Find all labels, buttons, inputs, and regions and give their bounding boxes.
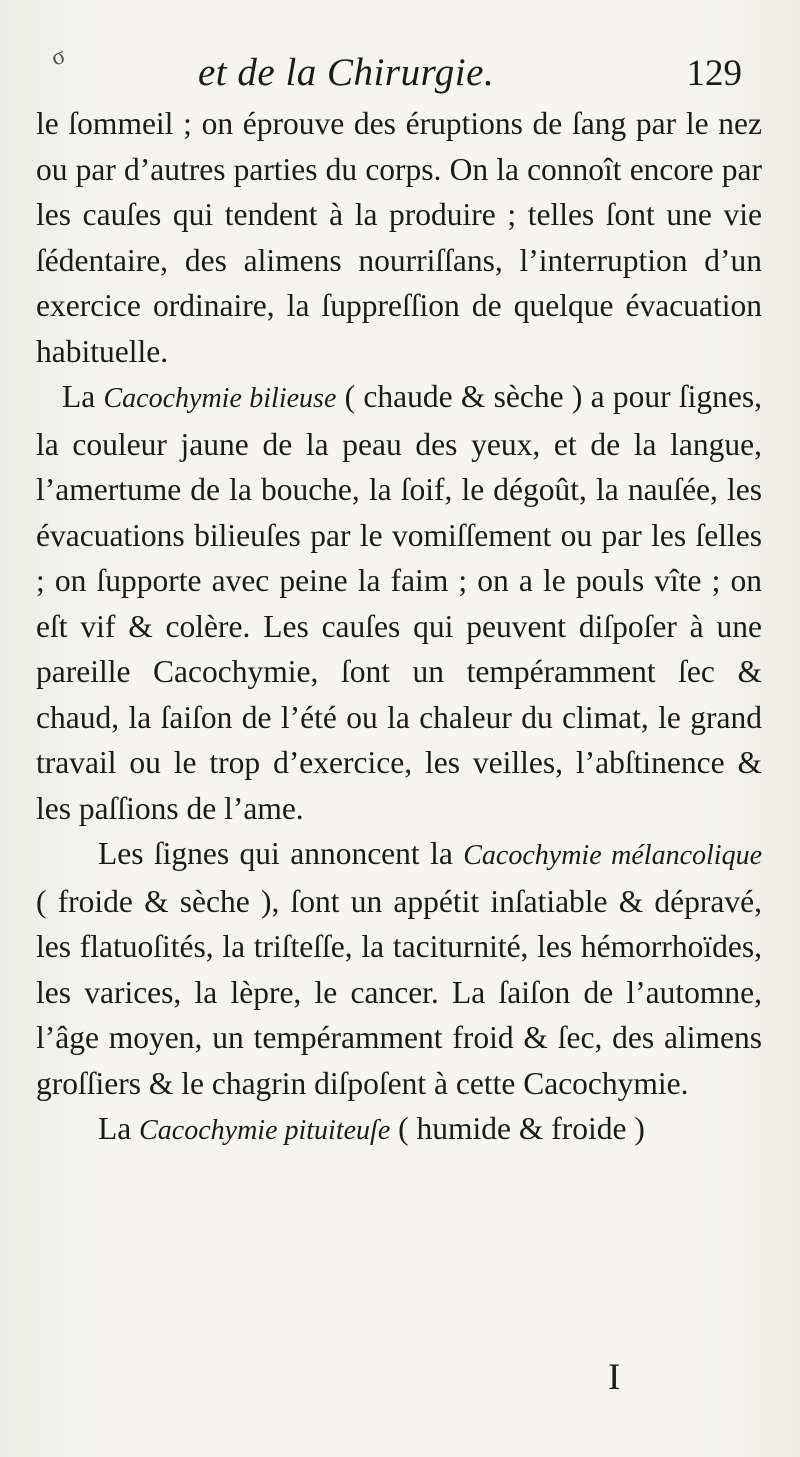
corner-mark: σ	[47, 42, 69, 72]
paragraph-lead: La	[98, 1111, 140, 1146]
page-number: 129	[686, 53, 742, 94]
paragraph-text: ( chaude & sèche ) a pour ſignes, la couleur jaune de la peau des yeux, et de la langue, l’amertume de la bouche, la ſoif, le dégoût, la nauſée, les évacuations bilieuſes par le vomiſſement ou par les ſelles ; on ſupporte avec peine la faim ; on a le pouls vîte ; on eſt vif & colère. Les cauſes qui peuvent diſpoſer à une pareille Cacochymie, ſont un tempéramment ſec & chaud, la ſaiſon de l’été ou la chaleur du climat, le grand travail ou le trop d’exercice, les veilles, l’abſtinence & les paſſions de l’ame.	[36, 379, 762, 826]
paragraph-text: ( humide & froide )	[390, 1111, 645, 1146]
paragraph-term: Cacochymie pituiteuſe	[139, 1115, 391, 1146]
paragraph-text: ( froide & sèche ), ſont un appétit inſatiable & dépravé, les flatuoſités, la triſteſſe, la taciturnité, les hémorrhoïdes, les varices, la lèpre, le cancer. La ſaiſon de l’automne, l’âge moyen, un tempéramment froid & ſec, des alimens groſſiers & le chagrin diſpoſent à cette Cacochymie.	[36, 883, 762, 1101]
paragraph-bilious	[36, 374, 762, 831]
paragraph-term: Cacochymie bilieuse	[103, 383, 337, 414]
paragraph-melancholic	[36, 831, 762, 1106]
running-title: et de la Chirurgie.	[198, 51, 495, 94]
body-text	[36, 101, 762, 1154]
paragraph-term: Cacochymie mélancolique	[463, 840, 763, 871]
paragraph-text: le ſommeil ; on éprouve des éruptions de ſang par le nez ou par d’autres parties du corps. On la connoît encore par les cauſes qui tendent à la produire ; telles ſont une vie ſédentaire, des alimens nourriſſans, l’interruption d’un exercice ordinaire, la ſuppreſſion de quelque évacuation habituelle.	[36, 106, 762, 369]
page-header	[0, 40, 800, 100]
paragraph-continuation	[36, 101, 762, 374]
paragraph-lead: Les ſignes qui annoncent la	[98, 836, 464, 871]
paragraph-pituitous	[36, 1106, 762, 1154]
signature-mark: I	[608, 1357, 621, 1398]
paragraph-lead: La	[62, 379, 104, 414]
